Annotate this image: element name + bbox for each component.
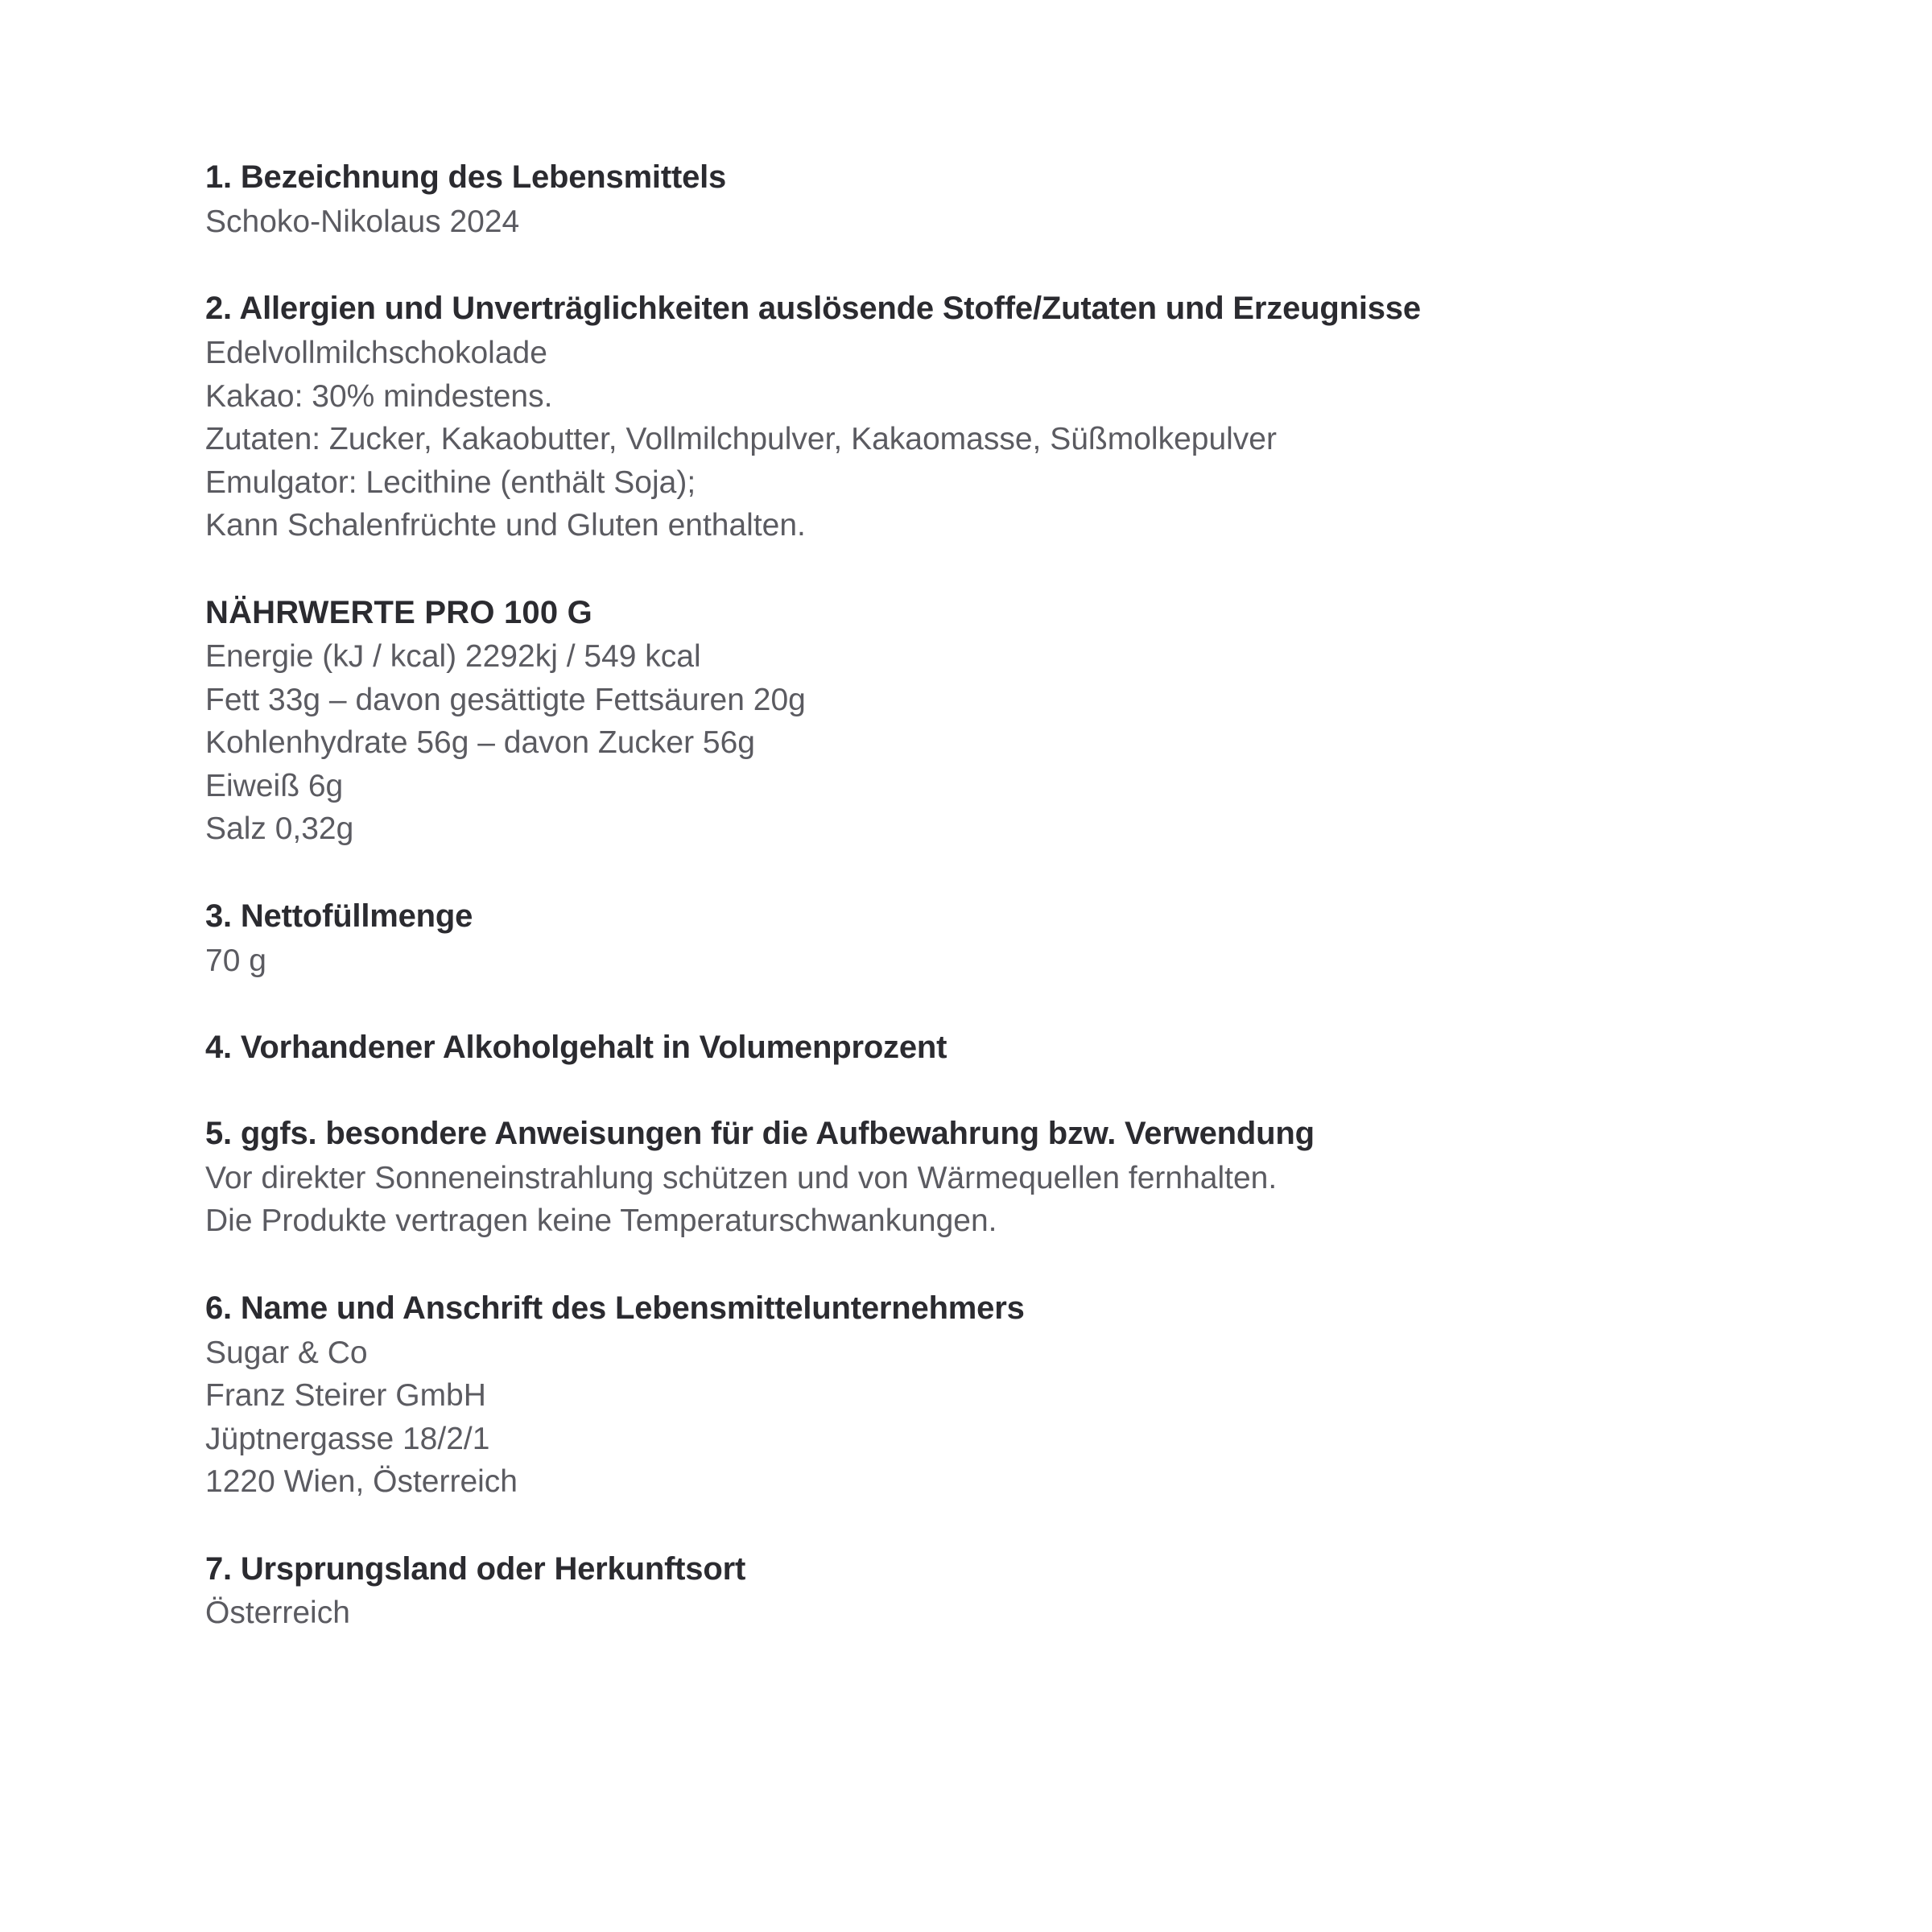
company-street-line: Jüptnergasse 18/2/1 (205, 1421, 490, 1456)
section-heading-aufbewahrung: 5. ggfs. besondere Anweisungen für die Aufbewahrung bzw. Verwendung (205, 1115, 1315, 1151)
section-heading-unternehmer: 6. Name und Anschrift des Lebensmittelunternehmers (205, 1290, 1025, 1326)
storage-sunlight-line: Vor direkter Sonneneinstrahlung schützen und von Wärmequellen fernhalten. (205, 1160, 1278, 1195)
storage-temperature-line: Die Produkte vertragen keine Temperaturschwankungen. (205, 1203, 997, 1239)
nutrition-fat-line: Fett 33g – davon gesättigte Fettsäuren 20g (205, 682, 806, 717)
net-quantity-line: 70 g (205, 943, 266, 978)
section-bezeichnung-des-lebensmittels (205, 158, 1525, 242)
nutrition-salt-line: Salz 0,32g (205, 811, 354, 847)
section-body-ursprungsland (205, 1593, 1525, 1634)
section-aufbewahrung-verwendung (205, 1114, 1525, 1242)
nutrition-carbohydrates-line: Kohlenhydrate 56g – davon Zucker 56g (205, 725, 755, 761)
cocoa-content-line: Kakao: 30% mindestens. (205, 378, 553, 414)
section-heading-naehrwerte: NÄHRWERTE PRO 100 G (205, 594, 592, 630)
section-heading-allergien: 2. Allergien und Unverträglichkeiten auslösende Stoffe/Zutaten und Erzeugnisse (205, 291, 1421, 327)
section-naehrwerte-pro-100g (205, 593, 1525, 850)
section-body-aufbewahrung (205, 1158, 1525, 1242)
section-body-unternehmer (205, 1333, 1525, 1503)
section-nettofuellmenge (205, 897, 1525, 981)
chocolate-type-line: Edelvollmilchschokolade (205, 336, 547, 371)
section-body-allergien (205, 333, 1525, 547)
company-city-line: 1220 Wien, Österreich (205, 1464, 518, 1500)
section-allergien-und-unvertraeglichkeiten (205, 289, 1525, 546)
section-heading-nettofuellmenge: 3. Nettofüllmenge (205, 898, 473, 934)
emulsifier-line: Emulgator: Lecithine (enthält Soja); (205, 464, 696, 500)
section-body-nettofuellmenge (205, 941, 1525, 982)
section-heading-ursprungsland: 7. Ursprungsland oder Herkunftsort (205, 1550, 746, 1587)
company-brand-line: Sugar & Co (205, 1335, 368, 1370)
section-heading-alkoholgehalt: 4. Vorhandener Alkoholgehalt in Volumenprozent (205, 1030, 947, 1066)
nutrition-protein-line: Eiweiß 6g (205, 768, 344, 803)
country-of-origin-line: Österreich (205, 1596, 350, 1631)
nutrition-energy-line: Energie (kJ / kcal) 2292kj / 549 kcal (205, 639, 701, 675)
section-heading-bezeichnung: 1. Bezeichnung des Lebensmittels (205, 159, 727, 195)
section-alkoholgehalt (205, 1028, 1525, 1067)
section-body-bezeichnung (205, 202, 1525, 243)
product-name-line: Schoko-Nikolaus 2024 (205, 204, 520, 239)
company-legal-name-line: Franz Steirer GmbH (205, 1378, 486, 1414)
section-ursprungsland (205, 1550, 1525, 1634)
may-contain-line: Kann Schalenfrüchte und Gluten enthalten. (205, 508, 806, 543)
food-label-document (205, 158, 1525, 1634)
section-body-naehrwerte (205, 637, 1525, 850)
ingredients-line: Zutaten: Zucker, Kakaobutter, Vollmilchpulver, Kakaomasse, Süßmolkepulver (205, 422, 1277, 457)
section-name-und-anschrift (205, 1289, 1525, 1503)
